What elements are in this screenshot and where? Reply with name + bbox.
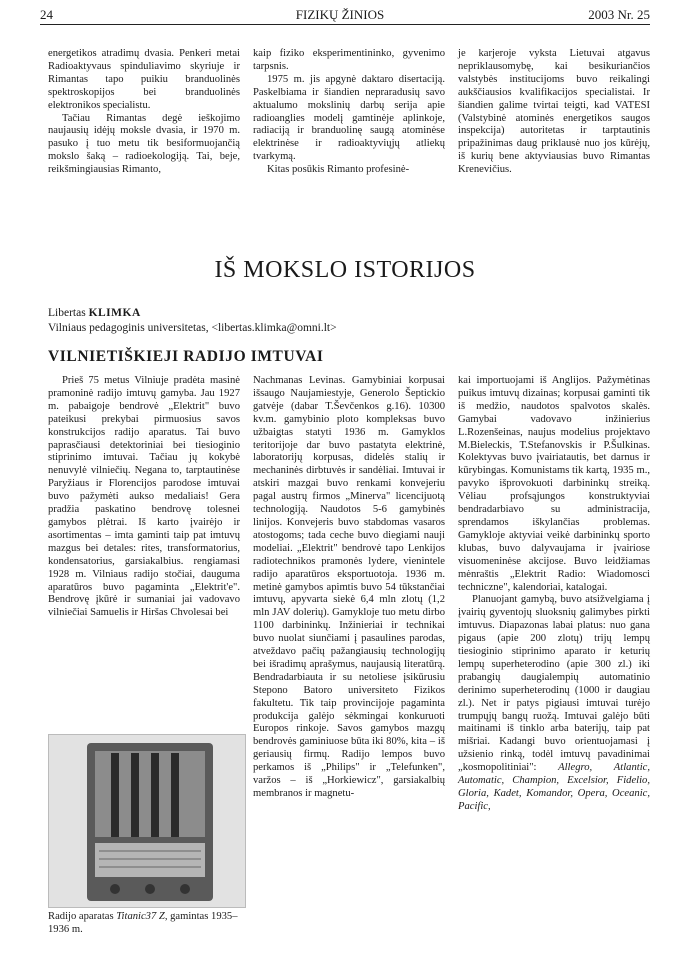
paragraph (458, 594, 650, 813)
paragraph: Tačiau Rimantas degė ieškojimo naujausių idėjų moksle dvasia, ir 1970 m. pasuko į tuo metu tik besiformuojančią mokslo šaką – radioekologiją. Tai, beje, reikšmingiausias Rimanto, (48, 112, 240, 176)
prev-article-col-3 (458, 48, 650, 177)
author-last-name: KLIMKA (88, 307, 141, 319)
journal-title: FIZIKŲ ŽINIOS (295, 7, 385, 22)
paragraph: Prieš 75 metus Vilniuje pradėta masinė pramoninė radijo imtuvų gamyba. Jau 1927 m. pabaigoje bendrovė „Elektrit" buvo pateikusi prekybai pirmuosius savos konstrukcijos radijo aparatus. Tai buvo paprasčiausi detektoriniai bei tiesioginio stiprinimo imtuvai. Tačiau jų kokybė nenuvylė vilniečių. Negana to, tarptautinėse Paryžiaus ir Florencijos parodose imtuvai buvo pažymėti aukso medaliais! Gera pradžia paskatino bendrovę tolesnei gamybos plėtrai. Iš karto įvairėjo ir asortimentas – imta gaminti taip pat imtuvų mazgus bei detales: rites, transformatorius, kondensatorius, garsiakalbius. rengiamasi 1928 m. Vilniaus radijo stočiai, dauguma aparatūros buvo pagaminta „Elektrit'e". Bendrovę įkūrė ir sumaniai jai vadovavo vilniečiai Samuelis ir Hiršas Chvolesai bei (48, 375, 240, 619)
caption-model: Titanic37 Z (116, 911, 165, 922)
article-col-3 (458, 375, 650, 814)
paragraph-text: Planuojant gamybą, buvo atsižvelgiama į įvairių gyventojų sluoksnių galimybes pirkti imtuvus. Diapazonas labai platus: nuo gana pigaus (apie 200 zlotų) trijų lempų tiesioginio stiprinimo aparato ir keturių lempų superheterodino (apie 300 zl.) iki prabangių daugialempių automatinio derinimo superheterodinų (1000 ir daugiau zl.). Net ir patys pigiausi imtuvai turėjo trumpųjų bangų ruožą. Imtuvai galėjo būti maitinami iš tinklo arba baterijų, taip pat mišriai. Kadangi buvo orientuojamasi į užsienio rinką, todėl imtuvų pavadinimai „kosmopolitiniai": (458, 594, 650, 774)
section-title: IŠ MOKSLO ISTORIJOS (214, 257, 476, 283)
paragraph: Nachmanas Levinas. Gamybiniai korpusai išsaugo Naujamiestyje, Generolo Šeptickio gatvėje (dabar T.Ševčenkos g.16). 10300 kv.m. gamybinio ploto kompleksas buvo užbaigtas statyti 1936 m. Gamyklos teritorijoje dar buvo pastatyta elektrinė, laboratorijų korpusas, didelės stalių ir mechaninės dirbtuvės ir sandėliai. Imtuvai ir atskiri mazgai buvo renkami konvejeriu pagal austrų firmos „Minerva" licencijuotą technologiją. Naudotos 5-6 gamybinės linijos. Konvejeris buvo stabdomas vasaros atostogoms; tada ceche buvo diegiami nauji modeliai. „Elektrit" bendrovė tapo Lenkijos radiotechnikos pramonės lydere, vienintele radijo aparatūros eksportuotoja. 1936 m. metinė gamybos apimtis buvo 54 tūkstančiai imtuvų, apyvarta siekė 6,4 mln zlotų (1,2 mln JAV dolerių). Gamykloje tuo metu dirbo 1100 darbininkų. Inžinieriai ir technikai buvo nuolat siunčiami į pasaulines parodas, atveždavo pačių pažangiausių technologijų bei išradimų aprašymus, naujausią literatūrą. Bendradarbiauta ir su netoliese įsikūrusiu Stepono Batoro universiteto Fizikos fakultetu. Tik taip provincijoje pagaminta produkcija galėjo sėkmingai konkuruoti Europos rinkoje. Savos gamybos mazgų bendrovės gaminiuose būta iki 80%, kita – iš geriausių firmų. Radijo lempos buvo perkamos iš „Philips" ir „Telefunken", varžos – iš „Horkiewicz", garsiakalbių membranos ir magnetu- (253, 375, 445, 799)
author-affiliation: Vilniaus pedagoginis universitetas, <libertas.klimka@omni.lt> (48, 322, 337, 334)
radio-model-names: Allegro, Atlantic, Automatic, Champion, Excelsior, Fidelio, Gloria, Kadet, Komandor, Opera, Oceanic, Pacific, (458, 762, 650, 812)
page-number: 24 (40, 7, 53, 22)
header-rule (40, 24, 650, 25)
paragraph: kaip fiziko eksperimentininko, gyvenimo tarpsnis. (253, 48, 445, 72)
figure-caption: Radijo aparatas Titanic37 Z, gamintas 1935–1936 m. (48, 911, 238, 935)
author-block (48, 306, 337, 336)
radio-image-icon (49, 735, 245, 907)
author-first-name: Libertas (48, 307, 86, 319)
issue-number: 2003 Nr. 25 (588, 7, 650, 22)
prev-article-col-2 (253, 48, 445, 177)
paragraph: 1975 m. jis apgynė daktaro disertaciją. Paskelbiama ir šiandien nepraradusių savo aktualumo mokslinių darbų serija apie radioanglies modelį gamtinėje aplinkoje, radiaciją ir branduolinę saugą atominėse elektrinėse ir radioaktyviųjų atliekų tvarkymą. (253, 73, 445, 163)
paragraph: je karjeroje vyksta Lietuvai atgavus nepriklausomybę, kai besikuriančios valstybės institucijoms buvo reikalingi aukščiausios kvalifikacijos specialistai. Ir šiandien galime tvirtai teigti, kad VATESI (Valstybinė atominės energetikos saugos inspekcija) autoritetas ir tarptautinis pripažinimas daug priklausė nuo jos kūrėjų, iš kurių bene aktyviausias buvo Rimantas Krenevičius. (458, 48, 650, 176)
paragraph: kai importuojami iš Anglijos. Pažymėtinas puikus imtuvų dizainas; korpusai gaminti tik iš medžio, naudotos spalvotos skalės. Gamybai vadovavo inžinierius L.Rozenšeinas, naujus modelius projektavo M.Bieleckis, T.Stefanovskis ir P.Šulkinas. Kolektyvas buvo įvairiatautis, bet darnus ir kūrybingas. Komunistams tik kartą, 1935 m., pavyko išprovokuoti darbininkų streiką. Vėliau profsąjungos konstruktyviai bendradarbiavo su administracija, sprendamos iškylančias problemas. Gamykloje aktyviai veikė darbininkų sporto klubas, buvo dalyvaujama ir įvairiose visuomeninėse akcijose. Buvo leidžiamas mėnraštis „Elektrit Radio: Wiadomosci techniczne", kalendoriai, katalogai. (458, 375, 650, 593)
article-title: VILNIETIŠKIEJI RADIJO IMTUVAI (48, 348, 324, 365)
paragraph: energetikos atradimų dvasia. Penkeri metai Radioaktyvaus spinduliavimo skyriuje ir Rimantas tapo puikiu branduolinės spektroskopijos bei branduolinės elektronikos specialistu. (48, 48, 240, 111)
article-col-2 (253, 375, 445, 801)
paragraph: Kitas posūkis Rimanto profesinė- (267, 164, 410, 176)
article-col-1 (48, 375, 240, 620)
prev-article-col-1 (48, 48, 240, 177)
radio-photo (48, 734, 246, 908)
